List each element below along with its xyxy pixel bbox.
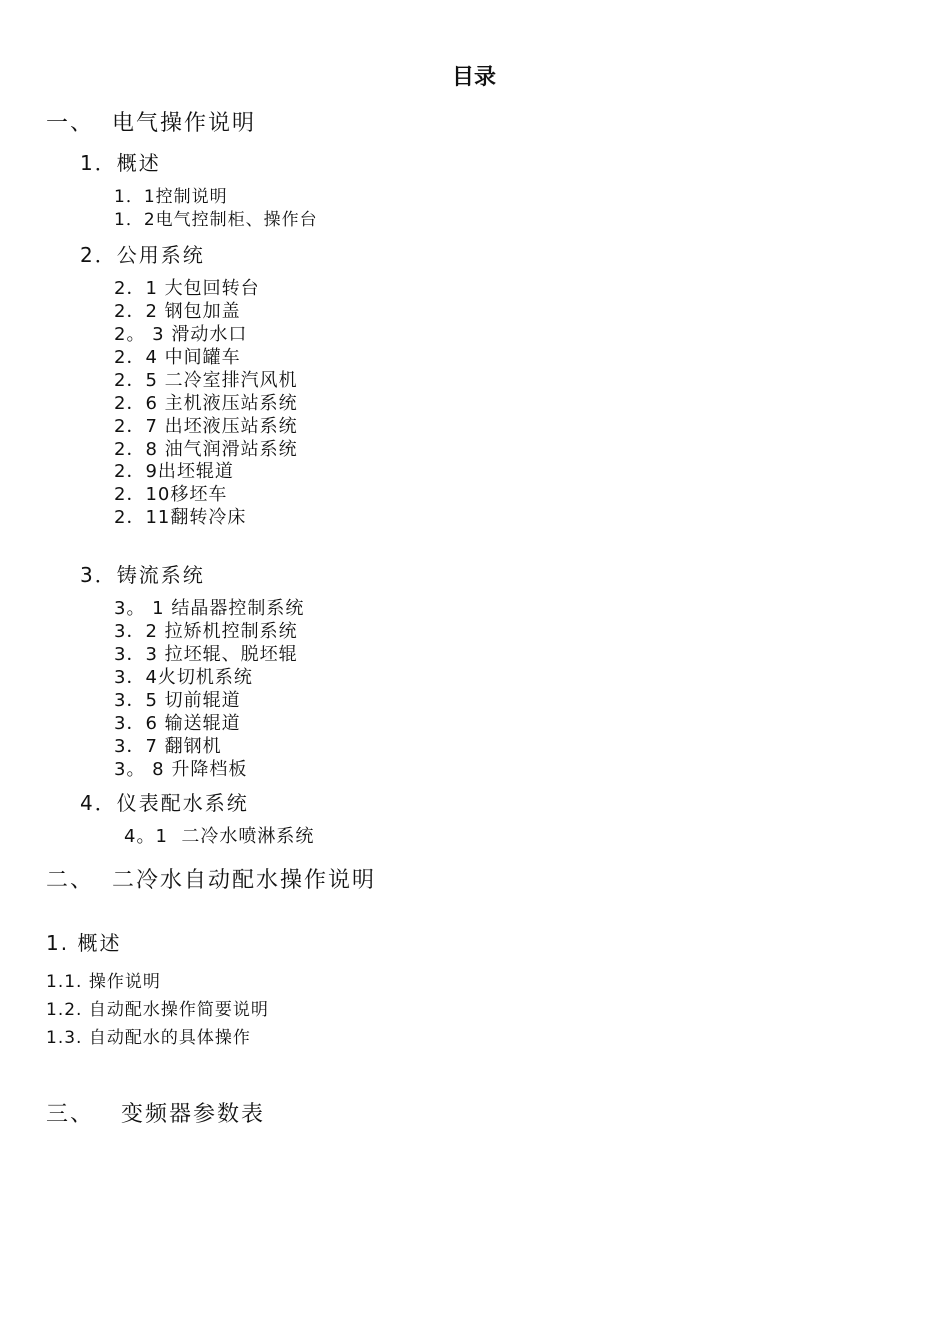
toc-entry[interactable]: 2．8 油气润滑站系统 xyxy=(114,439,298,460)
toc-entry[interactable]: 3．5 切前辊道 xyxy=(114,690,241,711)
toc-entry[interactable]: 2．11翻转冷床 xyxy=(114,507,247,528)
toc-entry[interactable]: 2．6 主机液压站系统 xyxy=(114,393,298,414)
toc-entry[interactable]: 3。 1 结晶器控制系统 xyxy=(114,598,305,619)
toc-entry[interactable]: 1.1. 操作说明 xyxy=(46,972,161,992)
toc-entry[interactable]: 3．2 拉矫机控制系统 xyxy=(114,621,298,642)
toc-entry[interactable]: 2．1 大包回转台 xyxy=(114,278,260,299)
toc-entry[interactable]: 1．1控制说明 xyxy=(114,187,228,207)
section-2-1-heading[interactable]: 1. 概述 xyxy=(46,931,122,955)
section-1-3-heading[interactable]: 3．铸流系统 xyxy=(80,563,205,587)
toc-entry[interactable]: 2．10移坯车 xyxy=(114,484,228,505)
toc-entry[interactable]: 1.2. 自动配水操作简要说明 xyxy=(46,1000,269,1020)
section-1-heading[interactable]: 一、 电气操作说明 xyxy=(46,111,256,136)
section-1-4-heading[interactable]: 4．仪表配水系统 xyxy=(80,791,249,815)
toc-entry[interactable]: 2．4 中间罐车 xyxy=(114,347,241,368)
toc-entry[interactable]: 3．4火切机系统 xyxy=(114,667,253,688)
section-3-heading[interactable]: 三、 变频器参数表 xyxy=(46,1102,265,1127)
toc-entry[interactable]: 2．2 钢包加盖 xyxy=(114,301,241,322)
toc-entry[interactable]: 1．2电气控制柜、操作台 xyxy=(114,210,318,230)
toc-entry[interactable]: 1.3. 自动配水的具体操作 xyxy=(46,1028,251,1048)
toc-entry[interactable]: 2．5 二冷室排汽风机 xyxy=(114,370,298,391)
toc-entry[interactable]: 3．3 拉坯辊、脱坯辊 xyxy=(114,644,298,665)
toc-entry[interactable]: 3．7 翻钢机 xyxy=(114,736,222,757)
toc-entry[interactable]: 2．7 出坯液压站系统 xyxy=(114,416,298,437)
toc-entry[interactable]: 2．9出坯辊道 xyxy=(114,461,234,482)
toc-entry[interactable]: 2。 3 滑动水口 xyxy=(114,324,248,345)
section-1-1-heading[interactable]: 1．概述 xyxy=(80,151,161,175)
toc-title: 目录 xyxy=(452,65,497,90)
toc-entry[interactable]: 3。 8 升降档板 xyxy=(114,759,248,780)
toc-entry[interactable]: 3．6 输送辊道 xyxy=(114,713,241,734)
section-2-heading[interactable]: 二、 二冷水自动配水操作说明 xyxy=(46,868,376,893)
toc-entry[interactable]: 4。1 二冷水喷淋系统 xyxy=(124,826,315,847)
section-1-2-heading[interactable]: 2．公用系统 xyxy=(80,243,205,267)
